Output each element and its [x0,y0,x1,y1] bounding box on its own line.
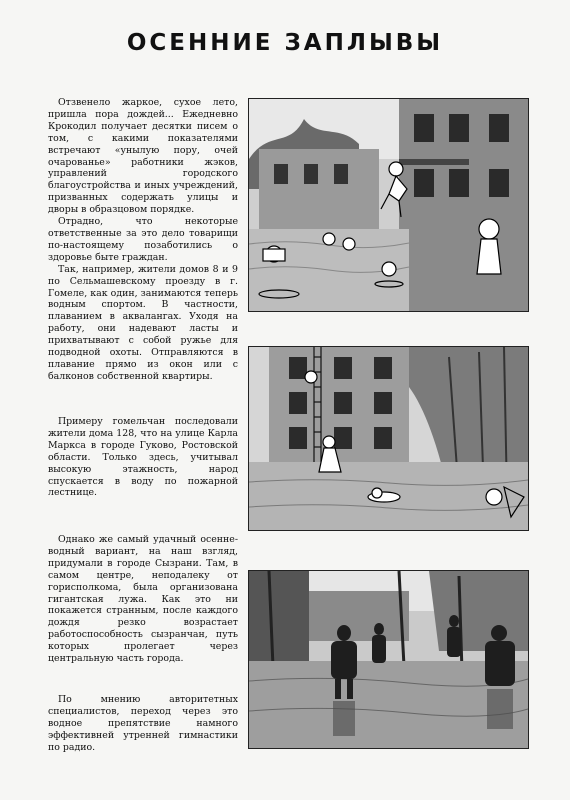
text-block-4 [48,694,238,754]
photo-flooded-yard [248,98,529,312]
article-title: ОСЕННИЕ ЗАПЛЫВЫ [126,30,444,56]
text-block-2 [48,416,238,499]
text-block-3 [48,534,238,665]
paragraph-gukovo: Примеру гомельчан последовали жители дома 128, что на улице Карла Маркса в городе Гуково, Ростовской области. Только здесь, учитывал высокую этажность, народ спускается в воду по пожарной лестнице. [48,416,238,499]
paragraph-conclusion: По мнению авторитетных специалистов, переход через это водное препятствие намного эффективней утренней гимнастики по радио. [48,694,238,753]
text-block-1 [48,97,238,383]
paragraph-2: Отрадно, что некоторые ответственные за это дело товарищи по-настоящему позаботились о здоровье быте граждан. [48,216,238,263]
paragraph-syzran: Однако же самый удачный осенне-водный вариант, на наш взгляд, придумали в городе Сызрани. Там, в самом центре, неподалеку от горисполкома, была организована гигантская лужа. Как это ни покажется странным, после каждого дождя резко возрастает работоспособность сызранчан, путь которых пролегает через центральную часть города. [48,534,238,665]
paragraph-gomel: Так, например, жители домов 8 и 9 по Сельмашевскому проезду в г. Гомеле, как один, занимаются теперь водным спортом. В частности, плаванием в аквалангах. Уходя на работу, они надевают ласты и прихватывают с собой ружье для подводной охоты. Отправляются в плавание прямо из окон или с балконов собственной квартиры. [48,263,238,382]
photo-street-puddle [248,570,529,749]
photo-fire-ladder-building [248,346,529,531]
paragraph-intro: Отзвенело жаркое, сухое лето, пришла пора дождей... Ежедневно Крокодил получает десятки писем о том, с какими показателями встречают «унылую пору, очей очарованье» работники жэков, управлений городского благоустройства и иных учреждений, призванных содержать улицы и дворы в образцовом порядке. [48,97,238,216]
